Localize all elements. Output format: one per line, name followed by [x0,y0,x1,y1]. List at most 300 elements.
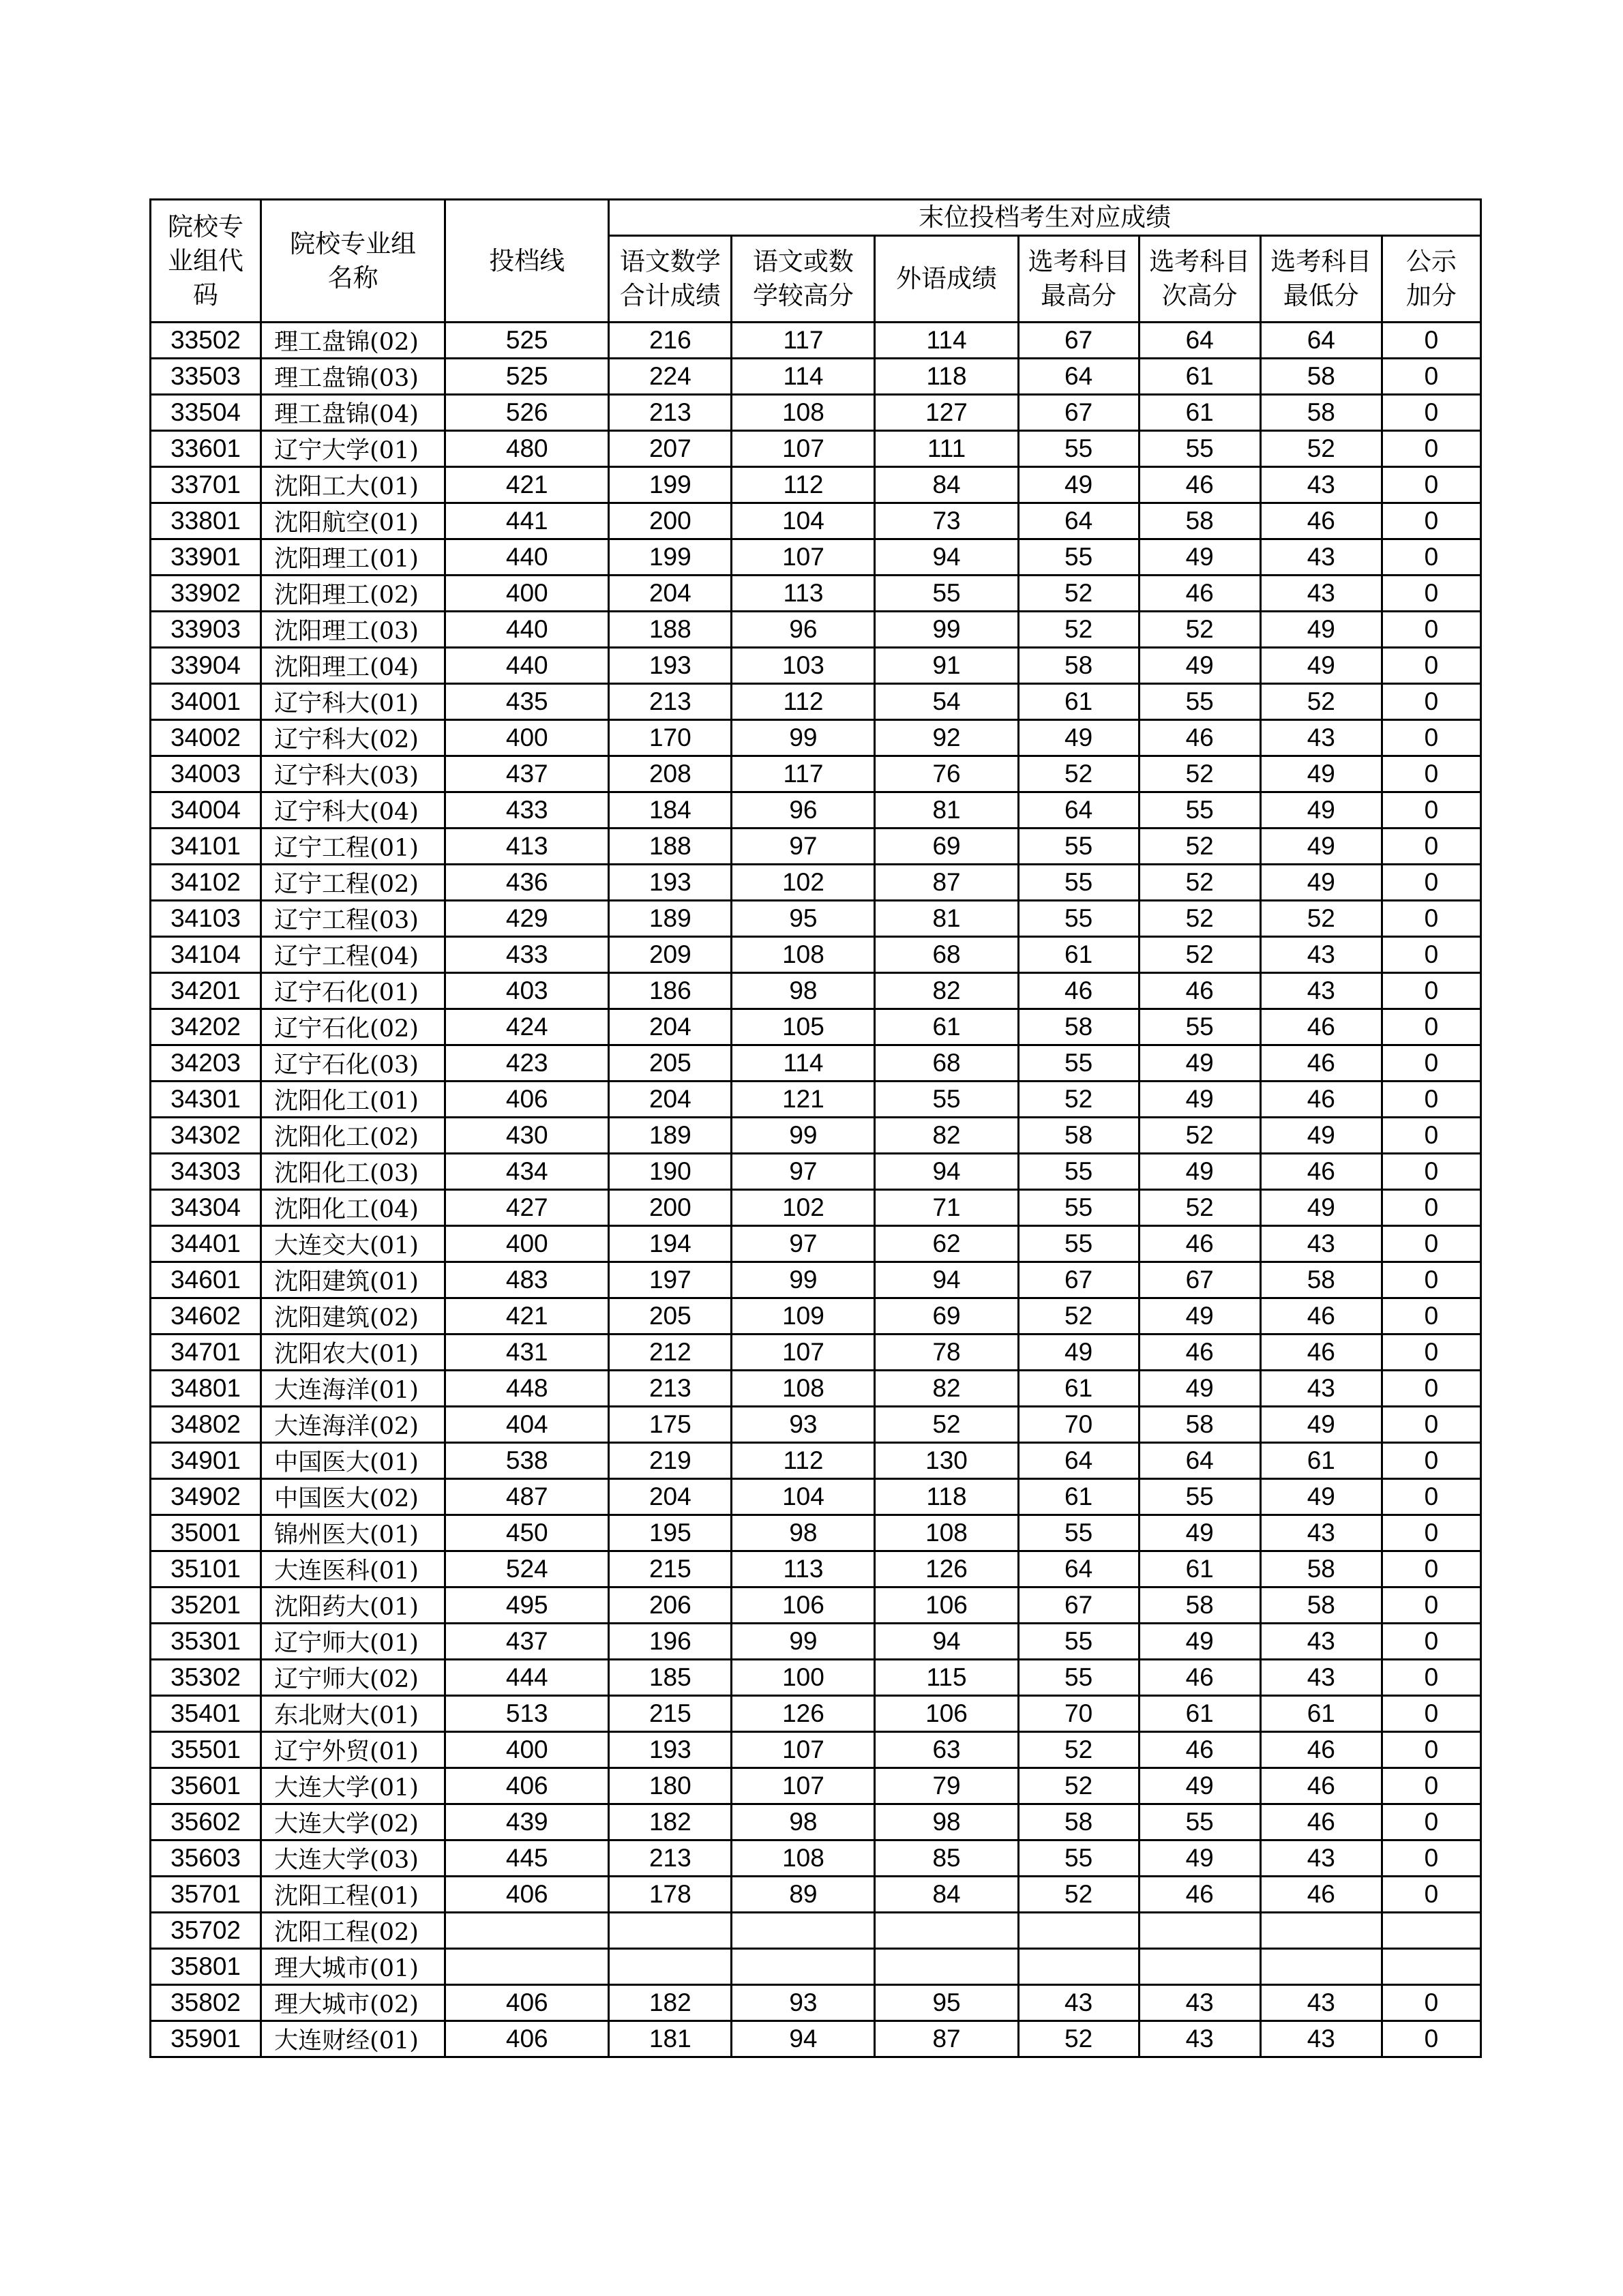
cell-bonus-points: 0 [1382,1298,1480,1335]
cell-cutoff-line: 400 [445,720,609,756]
cell-elective-lowest: 61 [1260,1443,1382,1479]
cell-cutoff-line [445,1913,609,1949]
cell-elective-lowest: 43 [1260,1840,1382,1877]
cell-elective-second: 52 [1139,901,1260,937]
cell-elective-highest [1018,1913,1139,1949]
cell-elective-lowest: 49 [1260,829,1382,865]
cell-chinese-or-math-high: 103 [732,648,875,684]
table-row [151,323,1481,359]
cell-group-name: 沈阳工程(01) [261,1877,445,1913]
cell-cutoff-line: 406 [445,1768,609,1804]
table-row [151,612,1481,648]
cell-cutoff-line: 430 [445,1118,609,1154]
cell-group-name: 理大城市(01) [261,1949,445,1985]
cell-cutoff-line: 429 [445,901,609,937]
cell-foreign-language: 81 [875,901,1018,937]
cell-elective-lowest [1260,1949,1382,1985]
cell-group-name: 辽宁科大(04) [261,792,445,829]
cell-chinese-math-total: 207 [609,431,732,467]
cell-chinese-or-math-high: 93 [732,1407,875,1443]
cell-chinese-math-total: 186 [609,973,732,1009]
cell-group-name: 大连海洋(02) [261,1407,445,1443]
cell-elective-lowest: 52 [1260,684,1382,720]
cell-bonus-points: 0 [1382,1443,1480,1479]
cell-cutoff-line: 483 [445,1262,609,1298]
cell-foreign-language: 127 [875,395,1018,431]
table-row [151,648,1481,684]
cell-group-code: 34003 [151,756,261,792]
cell-bonus-points: 0 [1382,1371,1480,1407]
cell-elective-highest: 61 [1018,1371,1139,1407]
cell-chinese-math-total: 213 [609,684,732,720]
cell-cutoff-line: 423 [445,1045,609,1082]
cell-foreign-language: 84 [875,1877,1018,1913]
cell-group-code: 34203 [151,1045,261,1082]
cell-cutoff-line: 525 [445,359,609,395]
cell-chinese-or-math-high: 108 [732,395,875,431]
cell-group-name: 辽宁大学(01) [261,431,445,467]
cell-chinese-math-total: 205 [609,1298,732,1335]
cell-group-name: 辽宁石化(01) [261,973,445,1009]
cell-group-code: 34101 [151,829,261,865]
table-row [151,973,1481,1009]
cell-bonus-points: 0 [1382,1804,1480,1840]
cell-elective-second: 49 [1139,1045,1260,1082]
cell-chinese-or-math-high: 107 [732,539,875,576]
cell-group-code: 34001 [151,684,261,720]
cell-chinese-or-math-high: 98 [732,1515,875,1551]
cell-bonus-points: 0 [1382,2021,1480,2057]
cell-chinese-or-math-high: 98 [732,973,875,1009]
cell-elective-second: 61 [1139,395,1260,431]
table-row [151,1913,1481,1949]
cell-elective-lowest: 43 [1260,1226,1382,1262]
cell-chinese-math-total: 190 [609,1154,732,1190]
cell-elective-lowest: 43 [1260,576,1382,612]
cell-elective-second: 64 [1139,323,1260,359]
table-row [151,1407,1481,1443]
cell-cutoff-line: 427 [445,1190,609,1226]
cell-group-code: 34201 [151,973,261,1009]
cell-group-code: 35201 [151,1587,261,1624]
cell-elective-second: 49 [1139,1840,1260,1877]
cell-group-code: 35401 [151,1696,261,1732]
cell-chinese-math-total: 197 [609,1262,732,1298]
cell-elective-highest: 64 [1018,792,1139,829]
cell-elective-second: 46 [1139,1732,1260,1768]
cell-group-name: 理工盘锦(02) [261,323,445,359]
cell-group-name: 辽宁外贸(01) [261,1732,445,1768]
cell-elective-highest: 70 [1018,1696,1139,1732]
cell-elective-second: 46 [1139,720,1260,756]
cell-bonus-points: 0 [1382,973,1480,1009]
cell-bonus-points: 0 [1382,648,1480,684]
cell-cutoff-line: 525 [445,323,609,359]
table-row [151,1443,1481,1479]
cell-cutoff-line: 404 [445,1407,609,1443]
cell-cutoff-line: 400 [445,1732,609,1768]
cell-chinese-or-math-high: 113 [732,576,875,612]
cell-cutoff-line [445,1949,609,1985]
cell-chinese-or-math-high: 106 [732,1587,875,1624]
cell-bonus-points: 0 [1382,503,1480,539]
cell-cutoff-line: 448 [445,1371,609,1407]
cell-group-name: 沈阳建筑(02) [261,1298,445,1335]
table-row [151,1551,1481,1587]
cell-foreign-language: 114 [875,323,1018,359]
cell-elective-second: 52 [1139,612,1260,648]
cell-chinese-or-math-high: 102 [732,865,875,901]
cell-bonus-points: 0 [1382,539,1480,576]
cell-foreign-language: 118 [875,1479,1018,1515]
cell-elective-lowest: 49 [1260,612,1382,648]
table-row [151,1335,1481,1371]
cell-chinese-math-total: 206 [609,1587,732,1624]
cell-group-code: 35101 [151,1551,261,1587]
cell-chinese-math-total: 204 [609,1479,732,1515]
cell-chinese-or-math-high: 112 [732,467,875,503]
table-row [151,865,1481,901]
cell-group-code: 35601 [151,1768,261,1804]
table-row [151,359,1481,395]
cell-chinese-math-total: 185 [609,1660,732,1696]
table-row [151,684,1481,720]
cell-group-name: 沈阳工大(01) [261,467,445,503]
cell-bonus-points: 0 [1382,1587,1480,1624]
cell-group-name: 辽宁工程(02) [261,865,445,901]
cell-elective-highest: 67 [1018,395,1139,431]
cell-bonus-points: 0 [1382,1154,1480,1190]
cell-chinese-math-total: 193 [609,648,732,684]
cell-group-name: 辽宁科大(01) [261,684,445,720]
cell-elective-lowest: 49 [1260,1479,1382,1515]
cell-elective-second: 61 [1139,359,1260,395]
cell-foreign-language: 76 [875,756,1018,792]
cell-bonus-points: 0 [1382,1479,1480,1515]
cell-elective-lowest: 58 [1260,359,1382,395]
table-row [151,1298,1481,1335]
cell-chinese-or-math-high [732,1949,875,1985]
cell-chinese-or-math-high: 107 [732,1732,875,1768]
table-row [151,1949,1481,1985]
cell-foreign-language: 68 [875,1045,1018,1082]
table-row [151,431,1481,467]
cell-foreign-language: 81 [875,792,1018,829]
cell-group-code: 35001 [151,1515,261,1551]
cell-elective-highest: 55 [1018,1190,1139,1226]
cell-elective-lowest: 49 [1260,1190,1382,1226]
cell-elective-highest: 43 [1018,1985,1139,2021]
cell-elective-lowest: 46 [1260,1154,1382,1190]
cell-elective-lowest: 43 [1260,1515,1382,1551]
cell-chinese-math-total: 213 [609,1840,732,1877]
cell-cutoff-line: 437 [445,1624,609,1660]
cell-elective-lowest: 61 [1260,1696,1382,1732]
cell-foreign-language: 130 [875,1443,1018,1479]
cell-chinese-or-math-high: 89 [732,1877,875,1913]
cell-elective-second: 55 [1139,792,1260,829]
cell-cutoff-line: 495 [445,1587,609,1624]
cell-elective-second: 49 [1139,648,1260,684]
cell-cutoff-line: 440 [445,612,609,648]
cell-elective-lowest: 46 [1260,1082,1382,1118]
cell-chinese-math-total: 213 [609,395,732,431]
table-row [151,901,1481,937]
cell-cutoff-line: 400 [445,576,609,612]
cell-chinese-math-total: 199 [609,467,732,503]
cell-elective-highest: 55 [1018,1624,1139,1660]
cell-elective-second: 52 [1139,1118,1260,1154]
cell-elective-highest: 64 [1018,503,1139,539]
cell-elective-highest: 49 [1018,1335,1139,1371]
cell-elective-lowest: 58 [1260,1587,1382,1624]
cell-group-code: 34302 [151,1118,261,1154]
cell-elective-second: 55 [1139,684,1260,720]
cell-foreign-language: 82 [875,973,1018,1009]
cell-cutoff-line: 413 [445,829,609,865]
cell-elective-second [1139,1949,1260,1985]
cell-group-code: 34004 [151,792,261,829]
cell-chinese-math-total: 189 [609,901,732,937]
cell-foreign-language: 68 [875,937,1018,973]
cell-group-code: 33502 [151,323,261,359]
cell-foreign-language: 63 [875,1732,1018,1768]
cell-foreign-language: 85 [875,1840,1018,1877]
cell-group-code: 34103 [151,901,261,937]
cell-chinese-or-math-high: 112 [732,684,875,720]
cell-cutoff-line: 450 [445,1515,609,1551]
cell-elective-highest: 61 [1018,1479,1139,1515]
cell-group-name: 辽宁工程(04) [261,937,445,973]
header-last-candidate-scores: 末位投档考生对应成绩 [609,200,1481,236]
cell-group-name: 沈阳理工(03) [261,612,445,648]
cell-chinese-math-total: 182 [609,1804,732,1840]
cell-foreign-language: 87 [875,2021,1018,2057]
cell-group-name: 沈阳航空(01) [261,503,445,539]
cell-elective-highest: 58 [1018,1804,1139,1840]
cell-elective-second: 43 [1139,2021,1260,2057]
cell-foreign-language: 82 [875,1118,1018,1154]
cell-group-name: 大连财经(01) [261,2021,445,2057]
cell-foreign-language: 69 [875,1298,1018,1335]
cell-bonus-points: 0 [1382,576,1480,612]
cell-foreign-language: 94 [875,539,1018,576]
cell-elective-second: 46 [1139,1335,1260,1371]
cell-bonus-points: 0 [1382,756,1480,792]
cell-cutoff-line: 524 [445,1551,609,1587]
table-row [151,1985,1481,2021]
cell-elective-lowest [1260,1913,1382,1949]
cell-cutoff-line: 440 [445,648,609,684]
cell-bonus-points: 0 [1382,684,1480,720]
table-row [151,1118,1481,1154]
table-row [151,467,1481,503]
cell-chinese-math-total: 189 [609,1118,732,1154]
cell-bonus-points: 0 [1382,1262,1480,1298]
cell-group-code: 33903 [151,612,261,648]
cell-elective-lowest: 52 [1260,901,1382,937]
cell-elective-second: 43 [1139,1985,1260,2021]
cell-cutoff-line: 406 [445,1985,609,2021]
cell-bonus-points: 0 [1382,1624,1480,1660]
cell-chinese-math-total: 204 [609,1009,732,1045]
cell-group-code: 34202 [151,1009,261,1045]
cell-cutoff-line: 400 [445,1226,609,1262]
cell-bonus-points: 0 [1382,395,1480,431]
cell-chinese-or-math-high: 97 [732,1226,875,1262]
cell-cutoff-line: 445 [445,1840,609,1877]
cell-chinese-or-math-high: 114 [732,1045,875,1082]
header-cutoff-line: 投档线 [445,200,609,323]
cell-group-name: 辽宁工程(03) [261,901,445,937]
cell-chinese-or-math-high: 107 [732,1768,875,1804]
cell-group-code: 34701 [151,1335,261,1371]
cell-group-name: 辽宁师大(01) [261,1624,445,1660]
cell-chinese-or-math-high: 121 [732,1082,875,1118]
cell-chinese-math-total: 212 [609,1335,732,1371]
cell-elective-highest: 52 [1018,1082,1139,1118]
table-row [151,792,1481,829]
cell-bonus-points: 0 [1382,1009,1480,1045]
cell-foreign-language: 71 [875,1190,1018,1226]
cell-elective-highest: 70 [1018,1407,1139,1443]
cell-elective-second: 46 [1139,1877,1260,1913]
cell-group-name: 辽宁石化(02) [261,1009,445,1045]
cell-cutoff-line: 526 [445,395,609,431]
cell-chinese-math-total: 204 [609,576,732,612]
cell-chinese-math-total: 213 [609,1371,732,1407]
cell-cutoff-line: 480 [445,431,609,467]
cell-elective-highest: 55 [1018,1660,1139,1696]
header-elective-second: 选考科目 次高分 [1139,236,1260,323]
table-row [151,1804,1481,1840]
table-row [151,1190,1481,1226]
cell-group-code: 35501 [151,1732,261,1768]
cell-foreign-language: 108 [875,1515,1018,1551]
table-row [151,1262,1481,1298]
cell-bonus-points: 0 [1382,1045,1480,1082]
cell-group-code: 34102 [151,865,261,901]
cell-chinese-or-math-high: 100 [732,1660,875,1696]
cell-foreign-language: 91 [875,648,1018,684]
table-row [151,937,1481,973]
cell-elective-lowest: 49 [1260,792,1382,829]
cell-cutoff-line: 436 [445,865,609,901]
cell-elective-second: 55 [1139,1804,1260,1840]
cell-elective-highest: 55 [1018,1840,1139,1877]
cell-group-code: 34901 [151,1443,261,1479]
cell-chinese-or-math-high [732,1913,875,1949]
cell-chinese-math-total: 209 [609,937,732,973]
cell-elective-lowest: 64 [1260,323,1382,359]
cell-chinese-math-total: 181 [609,2021,732,2057]
cell-cutoff-line: 433 [445,937,609,973]
cell-elective-lowest: 43 [1260,973,1382,1009]
cell-bonus-points: 0 [1382,1226,1480,1262]
cell-bonus-points: 0 [1382,1335,1480,1371]
cell-elective-second: 49 [1139,1298,1260,1335]
cell-elective-highest: 55 [1018,1154,1139,1190]
cell-elective-lowest: 43 [1260,1371,1382,1407]
cell-elective-lowest: 49 [1260,865,1382,901]
cell-chinese-or-math-high: 93 [732,1985,875,2021]
table-row [151,1877,1481,1913]
cell-elective-second: 58 [1139,1407,1260,1443]
cell-chinese-or-math-high: 97 [732,1154,875,1190]
cell-chinese-math-total: 215 [609,1551,732,1587]
cell-chinese-or-math-high: 105 [732,1009,875,1045]
cell-chinese-or-math-high: 113 [732,1551,875,1587]
cell-cutoff-line: 434 [445,1154,609,1190]
cell-elective-second: 67 [1139,1262,1260,1298]
table-row [151,829,1481,865]
cell-elective-second: 46 [1139,973,1260,1009]
cell-elective-highest: 52 [1018,2021,1139,2057]
cell-group-code: 34002 [151,720,261,756]
cell-elective-lowest: 46 [1260,1768,1382,1804]
cell-foreign-language: 111 [875,431,1018,467]
cell-elective-highest: 67 [1018,323,1139,359]
cell-group-code: 35301 [151,1624,261,1660]
cell-bonus-points: 0 [1382,1407,1480,1443]
table-row [151,1082,1481,1118]
cell-elective-second: 49 [1139,1154,1260,1190]
cell-chinese-or-math-high: 112 [732,1443,875,1479]
cell-elective-lowest: 49 [1260,1407,1382,1443]
cell-foreign-language: 98 [875,1804,1018,1840]
table-row [151,1009,1481,1045]
cell-chinese-or-math-high: 97 [732,829,875,865]
table-row [151,720,1481,756]
cell-group-name: 大连大学(02) [261,1804,445,1840]
cell-group-code: 34902 [151,1479,261,1515]
cell-elective-lowest: 58 [1260,1262,1382,1298]
table-row [151,1768,1481,1804]
header-elective-lowest: 选考科目 最低分 [1260,236,1382,323]
table-row [151,1660,1481,1696]
table-row [151,2021,1481,2057]
cell-group-code: 33801 [151,503,261,539]
cell-elective-second: 49 [1139,1624,1260,1660]
cell-cutoff-line: 538 [445,1443,609,1479]
cell-bonus-points: 0 [1382,323,1480,359]
cell-bonus-points: 0 [1382,431,1480,467]
cell-foreign-language: 84 [875,467,1018,503]
cell-chinese-math-total: 193 [609,1732,732,1768]
cell-cutoff-line: 403 [445,973,609,1009]
cell-elective-lowest: 43 [1260,2021,1382,2057]
cell-elective-highest: 55 [1018,1515,1139,1551]
cell-cutoff-line: 440 [445,539,609,576]
cell-group-code: 33901 [151,539,261,576]
table-row [151,503,1481,539]
cell-chinese-math-total: 182 [609,1985,732,2021]
cell-bonus-points: 0 [1382,1515,1480,1551]
cell-foreign-language: 94 [875,1262,1018,1298]
cell-foreign-language: 95 [875,1985,1018,2021]
table-body [151,323,1481,2057]
cell-elective-second: 46 [1139,1660,1260,1696]
cell-elective-second [1139,1913,1260,1949]
cell-group-name: 沈阳化工(03) [261,1154,445,1190]
table-row [151,576,1481,612]
cell-elective-lowest: 43 [1260,539,1382,576]
cell-cutoff-line: 421 [445,467,609,503]
cell-cutoff-line: 441 [445,503,609,539]
cell-cutoff-line: 424 [445,1009,609,1045]
cell-elective-highest: 58 [1018,1009,1139,1045]
cell-chinese-or-math-high: 117 [732,756,875,792]
